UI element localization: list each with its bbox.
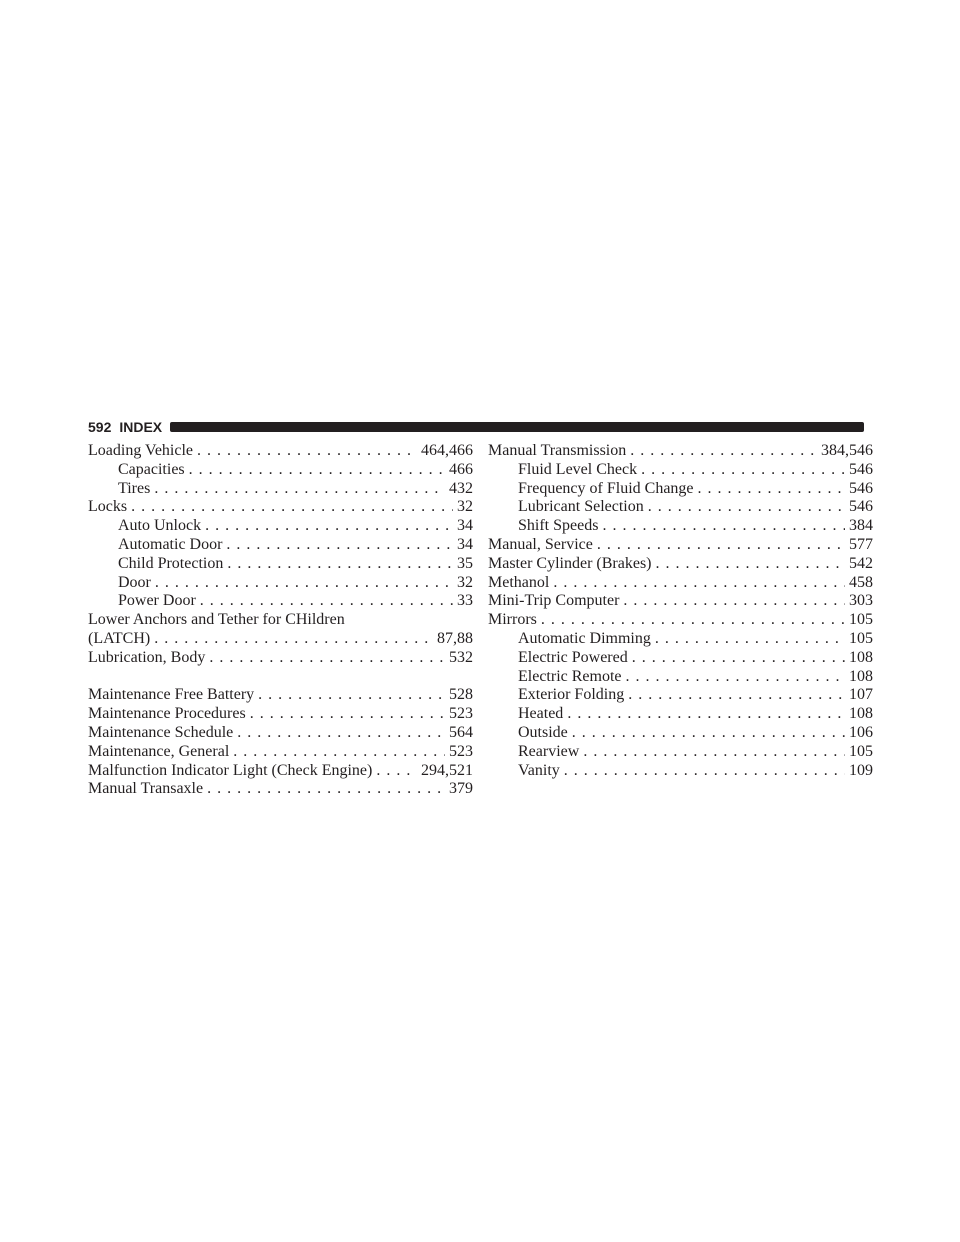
index-entry xyxy=(488,574,873,593)
entry-page: 564 xyxy=(449,723,473,741)
entry-label: Maintenance, General xyxy=(88,742,230,760)
dot-leader xyxy=(628,686,845,705)
entry-page: 303 xyxy=(849,592,873,610)
entry-label: Door xyxy=(118,573,151,591)
index-subentry xyxy=(488,705,873,724)
entry-label: Fluid Level Check xyxy=(518,460,638,478)
dot-leader xyxy=(131,498,453,517)
entry-page: 105 xyxy=(849,742,873,760)
dot-leader xyxy=(583,743,845,762)
dot-leader xyxy=(553,574,845,593)
entry-page: 109 xyxy=(849,761,873,779)
index-subentry xyxy=(88,592,473,611)
entry-label: Automatic Dimming xyxy=(518,629,651,647)
index-subentry xyxy=(488,668,873,687)
index-entry xyxy=(88,498,473,517)
entry-label: Lubricant Selection xyxy=(518,498,644,516)
entry-page: 542 xyxy=(849,554,873,572)
dot-leader xyxy=(567,705,845,724)
index-subentry xyxy=(88,574,473,593)
entry-page: 466 xyxy=(449,460,473,478)
dot-leader xyxy=(154,630,433,649)
index-entry xyxy=(88,630,473,649)
dot-leader xyxy=(602,517,845,536)
dot-leader xyxy=(155,574,453,593)
index-subentry xyxy=(488,461,873,480)
dot-leader xyxy=(648,498,845,517)
entry-page: 32 xyxy=(457,573,473,591)
entry-page: 384,546 xyxy=(821,442,873,459)
entry-page: 379 xyxy=(449,780,473,798)
dot-leader xyxy=(154,480,445,499)
dot-leader xyxy=(197,442,417,461)
index-subentry xyxy=(488,724,873,743)
entry-page: 384 xyxy=(849,517,873,535)
header-rule xyxy=(170,422,864,432)
index-subentry xyxy=(488,686,873,705)
index-entry xyxy=(88,724,473,743)
index-entry xyxy=(88,442,473,461)
dot-leader xyxy=(572,724,845,743)
entry-label: (LATCH) xyxy=(88,629,151,647)
entry-label: Automatic Door xyxy=(118,535,223,553)
entry-page: 464,466 xyxy=(421,442,473,459)
entry-label: Shift Speeds xyxy=(518,517,599,535)
entry-page: 34 xyxy=(457,517,473,535)
entry-page: 546 xyxy=(849,479,873,497)
entry-label: Maintenance Free Battery xyxy=(88,686,255,704)
dot-leader xyxy=(641,461,845,480)
entry-page: 577 xyxy=(849,535,873,553)
dot-leader xyxy=(189,461,445,480)
index-subentry xyxy=(88,517,473,536)
index-entry xyxy=(88,743,473,762)
entry-label: Master Cylinder (Brakes) xyxy=(488,554,652,572)
index-subentry xyxy=(488,498,873,517)
entry-label: Rearview xyxy=(518,742,580,760)
index-subentry xyxy=(88,461,473,480)
section-title: INDEX xyxy=(119,419,163,435)
entry-label: Electric Remote xyxy=(518,667,622,685)
entry-page: 34 xyxy=(457,535,473,553)
entry-label: Locks xyxy=(88,498,128,516)
dot-leader xyxy=(207,780,445,799)
entry-label: Child Protection xyxy=(118,554,224,572)
entry-page: 35 xyxy=(457,554,473,572)
index-entry xyxy=(88,686,473,705)
entry-page: 294,521 xyxy=(421,761,473,779)
dot-leader xyxy=(541,611,845,630)
entry-page: 108 xyxy=(849,667,873,685)
entry-label: Manual, Service xyxy=(488,535,593,553)
entry-label: Manual Transmission xyxy=(488,442,627,459)
page-header xyxy=(88,418,864,436)
dot-leader xyxy=(656,555,845,574)
entry-label: Lower Anchors and Tether for CHildren xyxy=(88,611,345,629)
entry-page: 432 xyxy=(449,479,473,497)
index-entry xyxy=(488,592,873,611)
entry-page: 546 xyxy=(849,498,873,516)
entry-page: 108 xyxy=(849,705,873,723)
entry-page: 458 xyxy=(849,573,873,591)
dot-leader xyxy=(376,762,417,781)
dot-leader xyxy=(597,536,845,555)
entry-page: 106 xyxy=(849,723,873,741)
index-subentry xyxy=(488,630,873,649)
dot-leader xyxy=(626,668,845,687)
entry-label: Malfunction Indicator Light (Check Engine) xyxy=(88,761,373,779)
entry-label: Vanity xyxy=(518,761,560,779)
index-column-right xyxy=(488,442,873,780)
entry-label: Methanol xyxy=(488,573,550,591)
entry-page: 87,88 xyxy=(437,629,473,647)
index-entry xyxy=(88,705,473,724)
dot-leader xyxy=(205,517,453,536)
entry-page: 528 xyxy=(449,686,473,704)
entry-page: 546 xyxy=(849,460,873,478)
index-subentry xyxy=(488,517,873,536)
entry-label: Capacities xyxy=(118,460,185,478)
entry-label: Manual Transaxle xyxy=(88,780,204,798)
dot-leader xyxy=(258,686,445,705)
index-subentry xyxy=(488,480,873,499)
entry-label: Heated xyxy=(518,705,564,723)
index-subentry xyxy=(488,762,873,781)
entry-label: Outside xyxy=(518,723,568,741)
entry-page: 107 xyxy=(849,686,873,704)
entry-page: 532 xyxy=(449,648,473,666)
entry-page: 33 xyxy=(457,592,473,610)
letter-group-gap xyxy=(88,668,473,687)
dot-leader xyxy=(250,705,445,724)
entry-page: 105 xyxy=(849,629,873,647)
entry-label: Frequency of Fluid Change xyxy=(518,479,694,497)
index-entry xyxy=(88,780,473,799)
dot-leader xyxy=(623,592,845,611)
entry-label: Auto Unlock xyxy=(118,517,202,535)
entry-page: 105 xyxy=(849,611,873,629)
index-subentry xyxy=(488,743,873,762)
index-entry xyxy=(88,649,473,668)
dot-leader xyxy=(655,630,845,649)
page-number: 592 xyxy=(88,419,112,435)
dot-leader xyxy=(564,762,845,781)
entry-label: Maintenance Procedures xyxy=(88,705,246,723)
index-entry xyxy=(88,762,473,781)
index-column-left xyxy=(88,442,473,799)
index-subentry xyxy=(88,480,473,499)
dot-leader xyxy=(226,536,453,555)
entry-page: 108 xyxy=(849,648,873,666)
entry-page: 32 xyxy=(457,498,473,516)
entry-page: 523 xyxy=(449,705,473,723)
entry-label: Power Door xyxy=(118,592,196,610)
entry-label: Mini-Trip Computer xyxy=(488,592,620,610)
index-entry xyxy=(488,442,873,461)
index-subentry xyxy=(88,555,473,574)
dot-leader xyxy=(630,442,817,461)
dot-leader xyxy=(233,743,445,762)
index-subentry xyxy=(488,649,873,668)
entry-page: 523 xyxy=(449,742,473,760)
index-entry xyxy=(488,555,873,574)
dot-leader xyxy=(200,592,453,611)
entry-label: Maintenance Schedule xyxy=(88,723,234,741)
index-entry xyxy=(488,536,873,555)
entry-label: Exterior Folding xyxy=(518,686,625,704)
entry-label: Mirrors xyxy=(488,611,537,629)
dot-leader xyxy=(632,649,845,668)
entry-label: Loading Vehicle xyxy=(88,442,194,459)
dot-leader xyxy=(237,724,445,743)
index-subentry xyxy=(88,536,473,555)
index-entry xyxy=(488,611,873,630)
entry-label: Tires xyxy=(118,479,151,497)
dot-leader xyxy=(227,555,453,574)
entry-label: Lubrication, Body xyxy=(88,648,206,666)
dot-leader xyxy=(698,480,845,499)
entry-label: Electric Powered xyxy=(518,648,628,666)
dot-leader xyxy=(209,649,445,668)
